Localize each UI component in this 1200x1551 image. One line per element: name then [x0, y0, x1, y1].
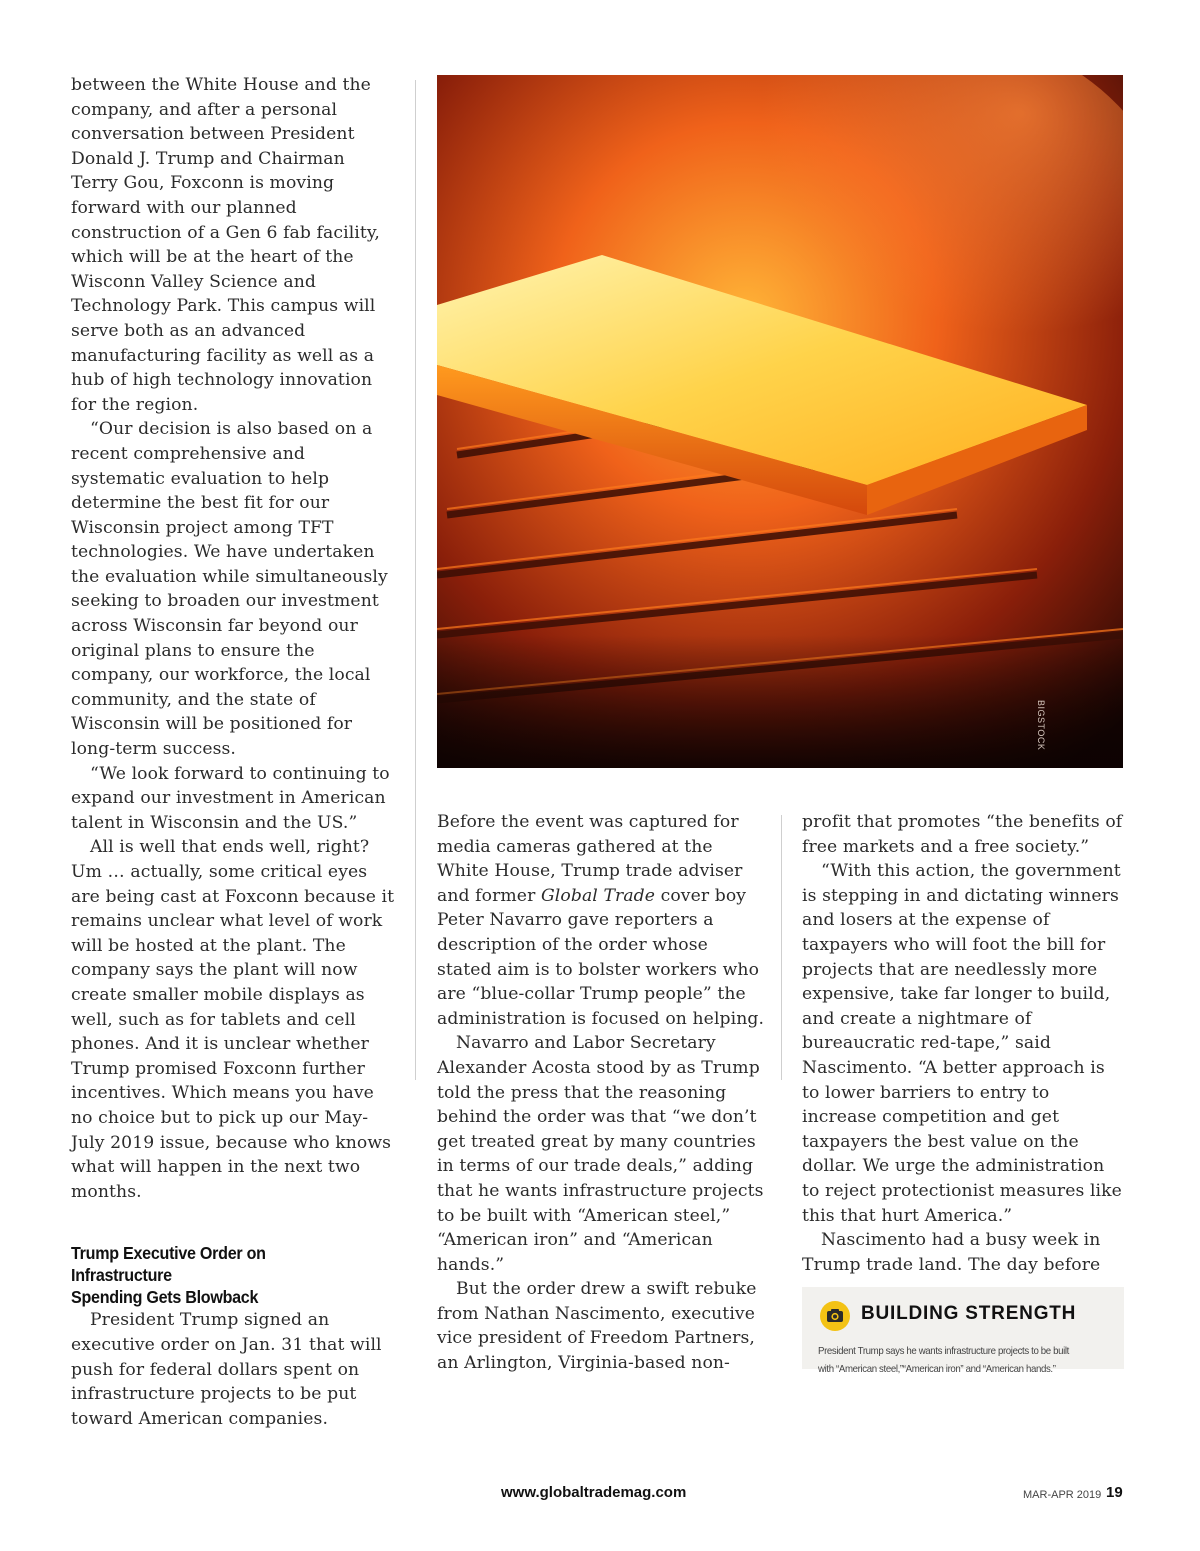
- body-paragraph: “We look forward to continuing to expand our investment in American talent in Wisconsin and the US.”: [71, 763, 390, 833]
- body-paragraph: [437, 810, 767, 1031]
- subhead-line-2: Spending Gets Blowback: [71, 1287, 259, 1308]
- body-paragraph: profit that promotes “the benefits of free markets and a free society.”: [802, 812, 1123, 857]
- body-paragraph: “Our decision is also based on a recent comprehensive and systematic evaluation to help determine the best fit for our Wisconsin project among TFT technologies. We have undertaken the evaluation while simultaneously seeking to broaden our investment across Wisconsin far beyond our original plans to ensure the company, our workforce, the local community, and the state of Wisconsin will be positioned for long-term success.: [71, 419, 388, 760]
- callout-text: [818, 1342, 1094, 1378]
- callout-line-1: President Trump says he wants infrastructure projects to be built: [818, 1345, 1069, 1357]
- publication-name: Global Trade: [540, 885, 656, 906]
- column-divider: [415, 80, 416, 1080]
- body-paragraph: All is well that ends well, right? Um … actually, some critical eyes are being cast at Foxconn because it remains unclear what level of work will be hosted at the plant. The company says the plant will now create smaller mobile displays as well, such as for tablets and cell phones. And it is unclear whether Trump promised Foxconn further incentives. Which means you have no choice but to pick up our May-July 2019 issue, because who knows what will happen in the next two months.: [71, 837, 395, 1202]
- page-number: 19: [1106, 1484, 1123, 1501]
- section-subhead: [71, 1242, 370, 1308]
- camera-icon: [820, 1301, 850, 1331]
- photo-credit: BIGSTOCK: [1036, 700, 1046, 751]
- body-paragraph: between the White House and the company, and after a personal conversation between President Donald J. Trump and Chairman Terry Gou, Foxconn is moving forward with our planned construction of a Gen 6 fab facility, which will be at the heart of the Wisconn Valley Science and Technology Park. This campus will serve both as an advanced manufacturing facility as well as a hub of high technology innovation for the region.: [71, 75, 380, 415]
- body-text: Before the event was captured for media cameras gathered at the White House, Trump trade adviser and former: [437, 812, 743, 906]
- callout-title: BUILDING STRENGTH: [861, 1303, 1077, 1324]
- issue-date: MAR-APR 2019: [1023, 1489, 1102, 1501]
- building-strength-callout: [802, 1287, 1124, 1375]
- body-paragraph: But the order drew a swift rebuke from Nathan Nascimento, executive vice president of Freedom Partners, an Arlington, Virginia-based non-: [437, 1279, 757, 1374]
- article-column-2: [437, 810, 767, 1376]
- body-paragraph: President Trump signed an executive order on Jan. 31 that will push for federal dollars spent on infrastructure projects to be put toward American companies.: [71, 1310, 382, 1429]
- body-paragraph: Nascimento had a busy week in Trump trade land. The day before: [802, 1230, 1101, 1275]
- molten-steel-image: [437, 75, 1123, 768]
- body-paragraph: “With this action, the government is stepping in and dictating winners and losers at the expense of taxpayers who will foot the bill for projects that are needlessly more expensive, take far longer to build, and create a nightmare of bureaucratic red-tape,” said Nascimento. “A better approach is to lower barriers to entry to increase competition and get taxpayers the best value on the dollar. We urge the administration to reject protectionist measures like this that hurt America.”: [802, 861, 1122, 1226]
- website-url[interactable]: www.globaltrademag.com: [501, 1484, 687, 1501]
- callout-line-2: with “American steel,”“American iron” and “American hands.”: [818, 1363, 1056, 1375]
- article-column-1: [71, 73, 396, 1431]
- body-paragraph: Navarro and Labor Secretary Alexander Acosta stood by as Trump told the press that the reasoning behind the order was that “we don’t get treated great by many countries in terms of our trade deals,” adding that he wants infrastructure projects to be built with “American steel,” “American iron” and “American hands.”: [437, 1033, 764, 1275]
- subhead-line-1: Trump Executive Order on Infrastructure: [71, 1243, 266, 1286]
- molten-steel-photo: [437, 75, 1123, 768]
- column-divider: [781, 815, 782, 1080]
- article-column-3: [802, 810, 1124, 1277]
- body-text: cover boy Peter Navarro gave reporters a description of the order whose stated aim is to bolster workers who are “blue-collar Trump people” the administration is focused on helping.: [437, 885, 765, 1029]
